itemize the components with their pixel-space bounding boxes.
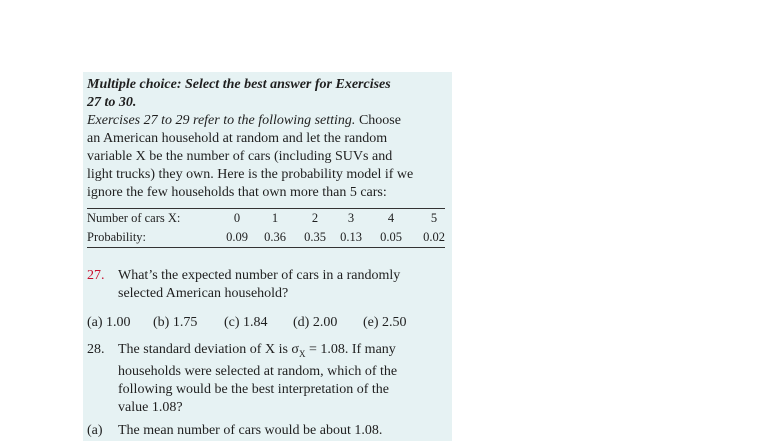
exercise-panel xyxy=(83,72,452,441)
setting-line-3: variable X be the number of cars (including SUVs and xyxy=(87,149,393,164)
table-cell: 0.09 xyxy=(226,230,248,244)
row-label-probability: Probability: xyxy=(87,230,147,244)
answer-choices-27 xyxy=(87,314,407,332)
choice-a[interactable]: (a) 1.00 xyxy=(87,315,131,330)
table-cell: 5 xyxy=(430,211,438,225)
instructions-heading xyxy=(87,76,442,112)
setting-line-4: light trucks) they own. Here is the probability model if we xyxy=(87,167,414,182)
question-line-3: following would be the best interpretation of the xyxy=(118,381,389,397)
choice-text: The mean number of cars would be about 1.08. xyxy=(118,423,383,438)
sigma-subscript: X xyxy=(298,348,306,359)
setting-line-2: an American household at random and let the random xyxy=(87,131,388,146)
question-line-4: value 1.08? xyxy=(118,399,183,415)
table-cell: 0 xyxy=(233,211,241,225)
table-cell: 4 xyxy=(387,211,395,225)
table-row-cars xyxy=(87,209,445,228)
question-number: 27. xyxy=(87,268,105,283)
table-cell: 0.02 xyxy=(423,230,445,244)
choice-b[interactable]: (b) 1.75 xyxy=(153,315,198,330)
setting-line-1-rest: Choose xyxy=(355,113,401,128)
setting-paragraph xyxy=(87,112,447,202)
choice-label: (a) xyxy=(87,423,103,438)
question-line-2: households were selected at random, which of the xyxy=(118,363,398,379)
question-number: 28. xyxy=(87,342,105,357)
row-label-cars: Number of cars X: xyxy=(87,211,181,225)
table-cell: 0.36 xyxy=(264,230,286,244)
setting-line-5: ignore the few households that own more than 5 cars: xyxy=(87,185,387,200)
answer-choice-28-a[interactable] xyxy=(87,422,442,440)
question-line-1: What’s the expected number of cars in a randomly xyxy=(118,268,401,283)
heading-line-2: 27 to 30. xyxy=(87,95,137,110)
question-line-1: The standard deviation of X is σ xyxy=(118,342,299,357)
question-28 xyxy=(87,341,442,417)
choice-d[interactable]: (d) 2.00 xyxy=(293,315,338,330)
table-cell: 3 xyxy=(347,211,355,225)
question-line-1-rest: = 1.08. If many xyxy=(305,342,396,357)
choice-e[interactable]: (e) 2.50 xyxy=(363,315,407,330)
question-text xyxy=(118,341,442,417)
table-cell: 0.05 xyxy=(380,230,402,244)
table-row-probability xyxy=(87,228,445,247)
choice-c[interactable]: (c) 1.84 xyxy=(224,315,268,330)
table-cell: 0.35 xyxy=(304,230,326,244)
heading-line-1: Multiple choice: Select the best answer for Exercises xyxy=(87,77,391,92)
question-line-2: selected American household? xyxy=(118,286,289,301)
table-cell: 2 xyxy=(311,211,319,225)
question-text xyxy=(118,267,442,303)
table-cell: 0.13 xyxy=(340,230,362,244)
table-cell: 1 xyxy=(271,211,279,225)
question-27 xyxy=(87,267,442,303)
setting-lead: Exercises 27 to 29 refer to the following setting. xyxy=(87,113,356,128)
probability-table xyxy=(87,208,445,248)
